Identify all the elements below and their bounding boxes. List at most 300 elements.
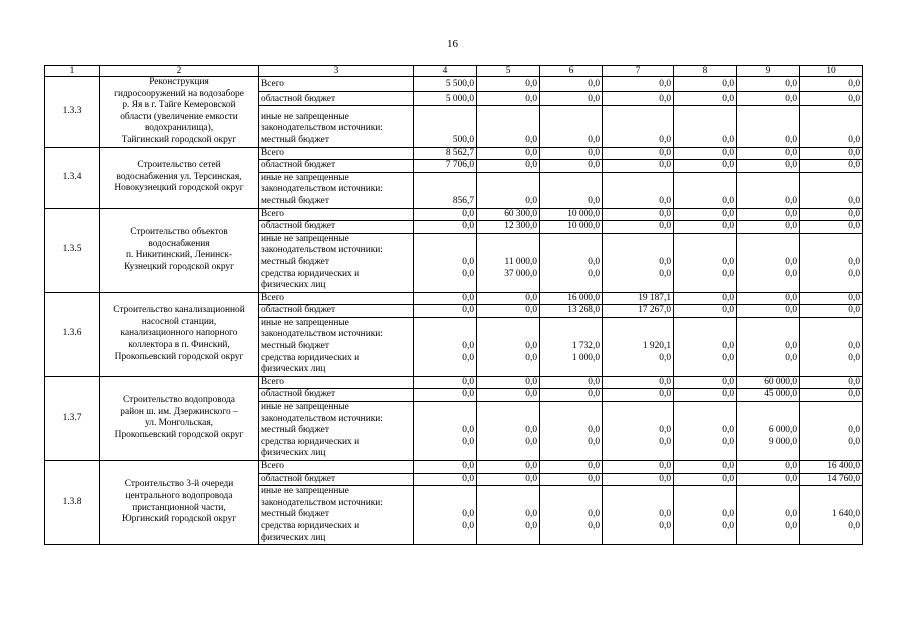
source-label-line: физических лиц — [261, 532, 326, 543]
spacer — [739, 173, 797, 185]
value-cell: 0,0 — [414, 461, 477, 474]
column-number: 8 — [674, 66, 737, 77]
value-cell: 0,0 — [674, 292, 737, 305]
local-value: 0,0 — [525, 509, 537, 520]
local-value: 0,0 — [848, 425, 860, 436]
legal-value: 0,0 — [588, 520, 600, 531]
value-cell: 0,0 — [737, 473, 800, 486]
spacer — [605, 280, 671, 292]
value-cell: 0,0 — [603, 461, 674, 474]
spacer — [605, 234, 671, 246]
source-total: Всего — [259, 147, 414, 160]
local-value: 0,0 — [785, 341, 797, 352]
source-regional: областной бюджет — [259, 160, 414, 173]
value-cell: 0,0 — [737, 91, 800, 106]
value-cell: 0,0 — [800, 389, 863, 402]
local-value: 0,0 — [588, 134, 600, 145]
item-name-line: центрального водопровода — [125, 490, 233, 501]
value-cell: 0,0 — [540, 376, 603, 389]
item-name-line: гидросооружений на водозаборе — [114, 88, 244, 99]
value-cell: 0,0 — [603, 160, 674, 173]
legal-value: 0,0 — [462, 268, 474, 279]
legal-value: 0,0 — [848, 520, 860, 531]
spacer — [416, 414, 474, 426]
value-cell: 0,0 — [477, 91, 540, 106]
item-name-line: Строительство 3-й очереди — [124, 479, 234, 490]
local-value: 0,0 — [462, 509, 474, 520]
value-cell — [674, 486, 737, 545]
value-cell: 0,0 — [603, 91, 674, 106]
spacer — [479, 173, 537, 185]
value-cell — [477, 233, 540, 292]
value-cell: 0,0 — [540, 461, 603, 474]
local-value: 0,0 — [848, 341, 860, 352]
source-label-line: иные не запрещенные — [261, 111, 349, 122]
source-total: Всего — [259, 77, 414, 92]
value-cell — [800, 172, 863, 208]
spacer — [416, 173, 474, 185]
spacer — [739, 329, 797, 341]
legal-value: 0,0 — [462, 520, 474, 531]
value-cell: 0,0 — [800, 160, 863, 173]
source-total: Всего — [259, 208, 414, 221]
spacer — [676, 364, 734, 376]
spacer — [676, 173, 734, 185]
source-other — [259, 233, 414, 292]
column-number: 7 — [603, 66, 674, 77]
value-cell: 0,0 — [674, 208, 737, 221]
local-value: 0,0 — [659, 256, 671, 267]
spacer — [479, 414, 537, 426]
value-cell — [800, 317, 863, 376]
value-cell: 0,0 — [737, 305, 800, 318]
value-cell: 0,0 — [477, 160, 540, 173]
local-value: 0,0 — [525, 195, 537, 206]
column-number: 2 — [100, 66, 259, 77]
spacer — [542, 533, 600, 545]
spacer — [542, 280, 600, 292]
value-cell: 10 000,0 — [540, 208, 603, 221]
item-name-line: п. Никитинский, Ленинск- — [126, 250, 232, 261]
spacer — [605, 448, 671, 460]
value-cell: 0,0 — [674, 221, 737, 234]
spacer — [739, 123, 797, 135]
item-number: 1.3.6 — [45, 292, 100, 376]
value-cell — [414, 317, 477, 376]
value-cell: 0,0 — [674, 376, 737, 389]
spacer — [739, 280, 797, 292]
legal-value: 0,0 — [659, 436, 671, 447]
value-cell: 0,0 — [737, 292, 800, 305]
source-label-line: законодательством источники: — [261, 497, 383, 508]
spacer — [542, 245, 600, 257]
source-regional: областной бюджет — [259, 389, 414, 402]
source-label-line: местный бюджет — [261, 509, 329, 520]
value-cell: 0,0 — [737, 77, 800, 92]
legal-value: 0,0 — [659, 352, 671, 363]
spacer — [479, 234, 537, 246]
column-number: 9 — [737, 66, 800, 77]
spacer — [416, 318, 474, 330]
source-label-line: иные не запрещенные — [261, 172, 349, 183]
spacer — [802, 123, 860, 135]
value-cell: 0,0 — [540, 91, 603, 106]
spacer — [416, 245, 474, 257]
source-regional: областной бюджет — [259, 473, 414, 486]
item-name-line: пристанционной части, — [132, 502, 226, 513]
item-name-line: канализационного напорного — [120, 328, 238, 339]
spacer — [739, 533, 797, 545]
item-name-line: Строительство водопровода — [123, 395, 235, 406]
value-cell: 45 000,0 — [737, 389, 800, 402]
source-label-line: местный бюджет — [261, 195, 329, 206]
value-cell: 0,0 — [674, 473, 737, 486]
value-cell — [737, 317, 800, 376]
item-name-line: Строительство канализационной — [113, 305, 245, 316]
source-other — [259, 317, 414, 376]
source-label-line: иные не запрещенные — [261, 402, 349, 413]
spacer — [739, 414, 797, 426]
spacer — [739, 448, 797, 460]
value-cell: 0,0 — [414, 221, 477, 234]
legal-value: 1 000,0 — [571, 352, 600, 363]
legal-value: 0,0 — [722, 352, 734, 363]
value-cell — [737, 402, 800, 461]
value-cell: 0,0 — [674, 461, 737, 474]
spacer — [802, 173, 860, 185]
local-value: 0,0 — [588, 509, 600, 520]
spacer — [676, 533, 734, 545]
value-cell: 0,0 — [414, 292, 477, 305]
value-cell — [737, 486, 800, 545]
value-cell: 0,0 — [414, 208, 477, 221]
value-cell — [603, 172, 674, 208]
table-row — [45, 461, 863, 474]
item-name-line: Реконструкция — [149, 77, 209, 87]
value-cell — [414, 106, 477, 147]
value-cell: 0,0 — [737, 221, 800, 234]
item-name-line: области (увеличение емкости — [120, 111, 238, 122]
source-label-line: средства юридических и — [261, 268, 360, 279]
item-number: 1.3.4 — [45, 147, 100, 208]
column-number: 4 — [414, 66, 477, 77]
item-name-line: водоснабжения — [148, 238, 210, 249]
legal-value: 9 000,0 — [768, 436, 797, 447]
local-value: 0,0 — [525, 134, 537, 145]
value-cell — [737, 233, 800, 292]
spacer — [605, 402, 671, 414]
spacer — [802, 414, 860, 426]
value-cell: 0,0 — [477, 461, 540, 474]
value-cell — [674, 106, 737, 147]
source-label-line: законодательством источники: — [261, 329, 383, 340]
spacer — [416, 112, 474, 124]
legal-value: 0,0 — [525, 520, 537, 531]
local-value: 0,0 — [659, 195, 671, 206]
spacer — [416, 280, 474, 292]
spacer — [802, 498, 860, 510]
local-value: 0,0 — [525, 425, 537, 436]
spacer — [676, 184, 734, 196]
legal-value: 0,0 — [722, 520, 734, 531]
legal-value: 0,0 — [659, 520, 671, 531]
value-cell — [737, 172, 800, 208]
value-cell: 0,0 — [414, 376, 477, 389]
value-cell: 0,0 — [800, 147, 863, 160]
local-value: 0,0 — [525, 341, 537, 352]
source-label-line: средства юридических и — [261, 520, 360, 531]
spacer — [802, 533, 860, 545]
value-cell: 0,0 — [540, 389, 603, 402]
value-cell — [540, 402, 603, 461]
value-cell — [674, 172, 737, 208]
spacer — [542, 402, 600, 414]
local-value: 0,0 — [659, 425, 671, 436]
value-cell — [603, 233, 674, 292]
table-body — [45, 66, 863, 545]
item-number: 1.3.5 — [45, 208, 100, 292]
source-label-line: физических лиц — [261, 280, 326, 291]
item-name — [100, 208, 259, 292]
item-name-line: водоснабжения ул. Терсинская, — [116, 171, 242, 182]
source-label-line: средства юридических и — [261, 352, 360, 363]
value-cell: 0,0 — [477, 473, 540, 486]
source-other — [259, 486, 414, 545]
legal-value: 0,0 — [785, 520, 797, 531]
legal-value: 37 000,0 — [504, 268, 537, 279]
column-number: 6 — [540, 66, 603, 77]
source-label-line: средства юридических и — [261, 436, 360, 447]
legal-value: 0,0 — [525, 352, 537, 363]
spacer — [479, 533, 537, 545]
budget-table — [44, 65, 863, 545]
spacer — [416, 402, 474, 414]
value-cell: 12 300,0 — [477, 221, 540, 234]
item-name-line: Кузнецкий городской округ — [124, 261, 234, 272]
item-number: 1.3.3 — [45, 77, 100, 148]
spacer — [676, 123, 734, 135]
value-cell: 0,0 — [477, 147, 540, 160]
legal-value: 0,0 — [722, 268, 734, 279]
value-cell: 0,0 — [737, 160, 800, 173]
legal-value: 0,0 — [785, 268, 797, 279]
value-cell: 0,0 — [800, 91, 863, 106]
value-cell — [603, 106, 674, 147]
value-cell: 60 300,0 — [477, 208, 540, 221]
spacer — [739, 234, 797, 246]
spacer — [479, 486, 537, 498]
spacer — [676, 280, 734, 292]
spacer — [542, 184, 600, 196]
source-total: Всего — [259, 376, 414, 389]
spacer — [802, 112, 860, 124]
local-value: 0,0 — [785, 134, 797, 145]
value-cell: 7 706,0 — [414, 160, 477, 173]
value-cell — [603, 486, 674, 545]
spacer — [479, 329, 537, 341]
spacer — [739, 402, 797, 414]
value-cell: 0,0 — [800, 292, 863, 305]
value-cell: 0,0 — [800, 77, 863, 92]
value-cell: 0,0 — [477, 292, 540, 305]
item-name-line: Юргинский городской округ — [121, 514, 237, 525]
spacer — [605, 318, 671, 330]
value-cell — [603, 402, 674, 461]
spacer — [479, 448, 537, 460]
local-value: 0,0 — [588, 425, 600, 436]
value-cell — [800, 233, 863, 292]
spacer — [479, 364, 537, 376]
local-value: 1 640,0 — [831, 509, 860, 520]
spacer — [416, 498, 474, 510]
spacer — [739, 318, 797, 330]
spacer — [416, 533, 474, 545]
item-name-line: Прокопьевский городской округ — [114, 430, 244, 441]
value-cell — [674, 233, 737, 292]
source-label-line: местный бюджет — [261, 134, 329, 145]
local-value: 0,0 — [462, 425, 474, 436]
source-total: Всего — [259, 292, 414, 305]
spacer — [676, 498, 734, 510]
spacer — [739, 498, 797, 510]
spacer — [676, 329, 734, 341]
value-cell: 0,0 — [477, 376, 540, 389]
spacer — [542, 498, 600, 510]
value-cell — [414, 402, 477, 461]
value-cell: 0,0 — [603, 221, 674, 234]
source-label-line: иные не запрещенные — [261, 486, 349, 497]
item-name-line: Новокузнецкий городской округ — [114, 183, 244, 194]
value-cell: 17 267,0 — [603, 305, 674, 318]
spacer — [605, 123, 671, 135]
spacer — [479, 123, 537, 135]
legal-value: 0,0 — [785, 352, 797, 363]
local-value: 1 920,1 — [642, 341, 671, 352]
spacer — [802, 329, 860, 341]
spacer — [542, 112, 600, 124]
legal-value: 0,0 — [462, 352, 474, 363]
value-cell — [674, 402, 737, 461]
spacer — [416, 486, 474, 498]
spacer — [605, 364, 671, 376]
value-cell: 0,0 — [603, 473, 674, 486]
value-cell: 0,0 — [540, 160, 603, 173]
table-row — [45, 77, 863, 92]
legal-value: 0,0 — [525, 436, 537, 447]
source-label-line: иные не запрещенные — [261, 317, 349, 328]
table-row — [45, 208, 863, 221]
spacer — [605, 245, 671, 257]
value-cell: 0,0 — [674, 389, 737, 402]
value-cell — [540, 172, 603, 208]
value-cell: 0,0 — [414, 305, 477, 318]
value-cell: 0,0 — [603, 208, 674, 221]
spacer — [802, 245, 860, 257]
legal-value: 0,0 — [848, 352, 860, 363]
value-cell: 0,0 — [674, 147, 737, 160]
legal-value: 0,0 — [462, 436, 474, 447]
local-value: 500,0 — [452, 134, 474, 145]
local-value: 0,0 — [659, 509, 671, 520]
source-label-line: физических лиц — [261, 364, 326, 375]
value-cell: 13 268,0 — [540, 305, 603, 318]
local-value: 0,0 — [785, 509, 797, 520]
spacer — [676, 234, 734, 246]
legal-value: 0,0 — [722, 436, 734, 447]
item-name-line: Прокопьевский городской округ — [114, 351, 244, 362]
value-cell: 16 400,0 — [800, 461, 863, 474]
local-value: 0,0 — [722, 341, 734, 352]
value-cell — [603, 317, 674, 376]
value-cell — [800, 486, 863, 545]
spacer — [802, 318, 860, 330]
spacer — [542, 318, 600, 330]
spacer — [605, 173, 671, 185]
local-value: 0,0 — [785, 256, 797, 267]
value-cell: 0,0 — [800, 376, 863, 389]
spacer — [802, 184, 860, 196]
value-cell: 0,0 — [603, 147, 674, 160]
spacer — [605, 329, 671, 341]
source-label-line: местный бюджет — [261, 425, 329, 436]
legal-value: 0,0 — [848, 268, 860, 279]
local-value: 0,0 — [848, 256, 860, 267]
item-name-line: водохранилища), — [144, 123, 214, 134]
spacer — [739, 486, 797, 498]
spacer — [802, 364, 860, 376]
value-cell: 0,0 — [477, 389, 540, 402]
value-cell: 0,0 — [800, 305, 863, 318]
value-cell — [674, 317, 737, 376]
source-label-line: законодательством источники: — [261, 184, 383, 195]
spacer — [542, 173, 600, 185]
value-cell — [800, 106, 863, 147]
value-cell — [540, 233, 603, 292]
item-name-line: Тайгинский городской округ — [121, 134, 237, 145]
value-cell: 0,0 — [603, 77, 674, 92]
value-cell: 0,0 — [674, 77, 737, 92]
page-number: 16 — [447, 38, 458, 50]
value-cell: 0,0 — [414, 389, 477, 402]
item-name — [100, 147, 259, 208]
source-label-line: законодательством источники: — [261, 123, 383, 134]
item-name — [100, 376, 259, 460]
legal-value: 0,0 — [848, 436, 860, 447]
spacer — [542, 123, 600, 135]
spacer — [739, 112, 797, 124]
spacer — [676, 448, 734, 460]
source-total: Всего — [259, 461, 414, 474]
spacer — [416, 123, 474, 135]
item-number: 1.3.7 — [45, 376, 100, 460]
value-cell — [477, 172, 540, 208]
value-cell — [737, 106, 800, 147]
spacer — [605, 112, 671, 124]
value-cell: 19 187,1 — [603, 292, 674, 305]
value-cell — [477, 106, 540, 147]
spacer — [416, 184, 474, 196]
item-name-line: коллектора в п. Финский, — [128, 340, 230, 351]
spacer — [542, 234, 600, 246]
value-cell: 5 000,0 — [414, 91, 477, 106]
value-cell — [540, 317, 603, 376]
value-cell — [540, 486, 603, 545]
column-number: 10 — [800, 66, 863, 77]
table-row — [45, 147, 863, 160]
source-label-line: иные не запрещенные — [261, 233, 349, 244]
spacer — [542, 329, 600, 341]
value-cell: 8 562,7 — [414, 147, 477, 160]
